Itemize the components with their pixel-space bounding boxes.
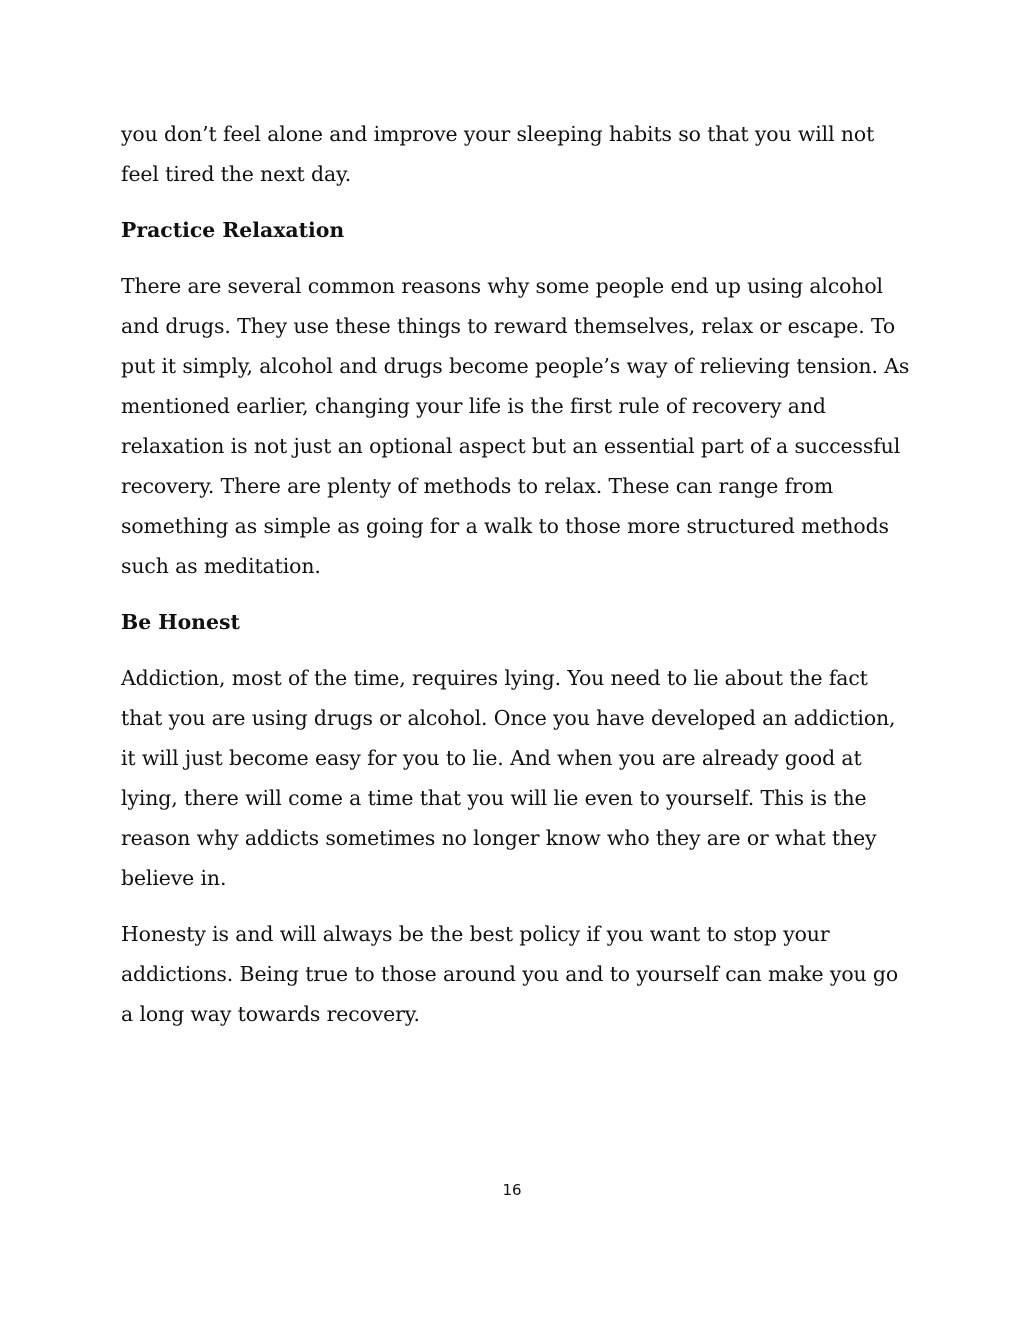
page-number: 16 [502,1181,522,1199]
opening-paragraph: you don’t feel alone and improve your sleeping habits so that you will not feel tired the next day. [121,122,875,186]
section-heading-practice-relaxation: Practice Relaxation [121,218,345,242]
be-honest-paragraph-1: Addiction, most of the time, requires lying. You need to lie about the fact that you are using drugs or alcohol. Once you have developed an addiction, it will just become easy for you to lie. And when you are already good at lying, there will come a time that you will lie even to yourself. This is the reason why addicts sometimes no longer know who they are or what they believe in. [121,666,896,890]
be-honest-paragraph-2: Honesty is and will always be the best policy if you want to stop your addictions. Being true to those around you and to yourself can make you go a long way towards recovery. [121,922,899,1026]
section-heading-be-honest: Be Honest [121,610,240,634]
page-content [121,114,911,1050]
practice-relaxation-paragraph: There are several common reasons why some people end up using alcohol and drugs. They use these things to reward themselves, relax or escape. To put it simply, alcohol and drugs become people’s way of relieving tension. As mentioned earlier, changing your life is the first rule of recovery and relaxation is not just an optional aspect but an essential part of a successful recovery. There are plenty of methods to relax. These can range from something as simple as going for a walk to those more structured methods such as meditation. [121,274,910,578]
